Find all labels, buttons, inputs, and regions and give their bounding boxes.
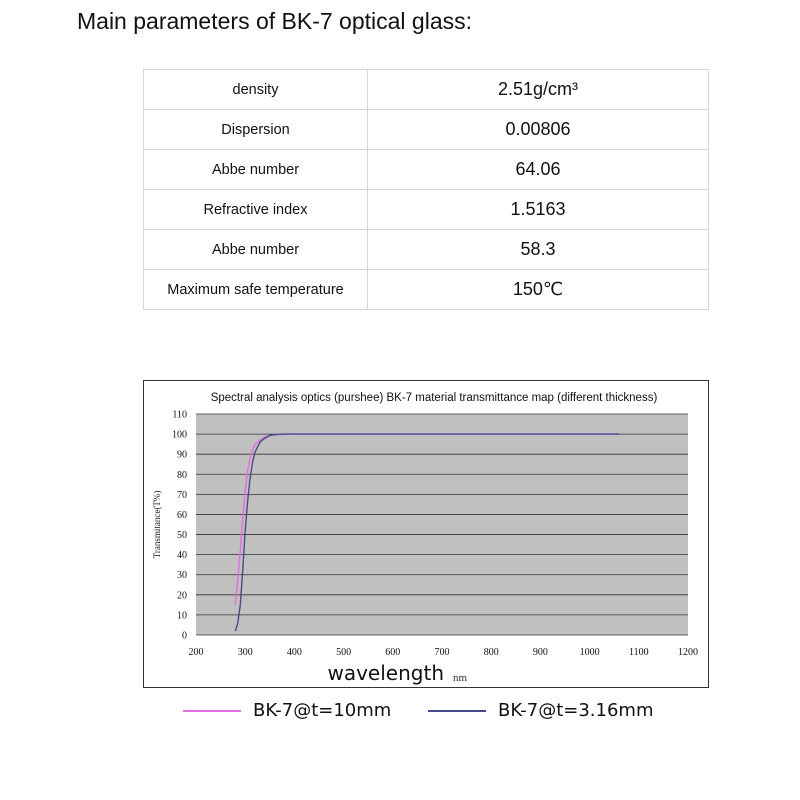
y-tick-label: 60 bbox=[177, 509, 187, 521]
param-name: Dispersion bbox=[144, 110, 368, 150]
x-tick-label: 400 bbox=[286, 647, 302, 658]
y-tick-label: 20 bbox=[177, 590, 187, 602]
y-tick-label: 10 bbox=[177, 610, 187, 622]
x-tick-label: 900 bbox=[532, 647, 548, 658]
table-row bbox=[144, 230, 709, 270]
param-value: 1.5163 bbox=[368, 190, 709, 230]
plot-area bbox=[196, 414, 688, 635]
table-row bbox=[144, 270, 709, 310]
legend-item-10mm bbox=[183, 700, 391, 721]
table-row bbox=[144, 150, 709, 190]
y-tick-label: 90 bbox=[177, 449, 187, 461]
y-tick-label: 110 bbox=[172, 409, 187, 421]
y-tick-label: 70 bbox=[177, 489, 187, 501]
y-tick-label: 80 bbox=[177, 469, 187, 481]
param-name: Maximum safe temperature bbox=[144, 270, 368, 310]
legend-label-316mm: BK-7@t=3.16mm bbox=[498, 700, 654, 721]
param-name: Refractive index bbox=[144, 190, 368, 230]
param-value: 2.51g/cm³ bbox=[368, 70, 709, 110]
param-value: 150℃ bbox=[368, 270, 709, 310]
x-tick-label: 200 bbox=[188, 647, 204, 658]
param-value: 58.3 bbox=[368, 230, 709, 270]
parameters-table bbox=[143, 69, 709, 310]
param-name: density bbox=[144, 70, 368, 110]
x-tick-label: 1000 bbox=[579, 647, 600, 658]
x-tick-label: 700 bbox=[434, 647, 450, 658]
y-tick-label: 100 bbox=[172, 429, 187, 441]
table-row bbox=[144, 110, 709, 150]
table-row bbox=[144, 70, 709, 110]
page-title: Main parameters of BK-7 optical glass: bbox=[77, 8, 473, 34]
x-tick-label: 1100 bbox=[628, 647, 649, 658]
x-axis-unit: nm bbox=[453, 672, 468, 684]
transmittance-chart bbox=[144, 381, 710, 689]
chart-frame bbox=[143, 380, 709, 688]
chart-title: Spectral analysis optics (purshee) BK-7 material transmittance map (different thickness) bbox=[210, 392, 658, 404]
x-axis-label: wavelength bbox=[327, 661, 444, 685]
y-tick-label: 50 bbox=[177, 530, 187, 542]
legend-label-10mm: BK-7@t=10mm bbox=[253, 700, 392, 721]
param-name: Abbe number bbox=[144, 150, 368, 190]
legend-line-316mm bbox=[428, 710, 486, 712]
x-tick-label: 500 bbox=[336, 647, 352, 658]
legend-item-316mm bbox=[428, 700, 654, 721]
y-tick-label: 0 bbox=[182, 630, 187, 642]
y-tick-label: 40 bbox=[177, 550, 187, 562]
x-tick-label: 1200 bbox=[678, 647, 698, 658]
legend-line-10mm bbox=[183, 710, 241, 712]
param-value: 0.00806 bbox=[368, 110, 709, 150]
table-row bbox=[144, 190, 709, 230]
chart-legend bbox=[0, 700, 800, 730]
param-name: Abbe number bbox=[144, 230, 368, 270]
y-axis-label: Transmitance(T%) bbox=[152, 490, 162, 559]
x-tick-label: 800 bbox=[483, 647, 499, 658]
x-tick-label: 300 bbox=[237, 647, 253, 658]
x-tick-label: 600 bbox=[385, 647, 401, 658]
param-value: 64.06 bbox=[368, 150, 709, 190]
y-tick-label: 30 bbox=[177, 570, 187, 582]
